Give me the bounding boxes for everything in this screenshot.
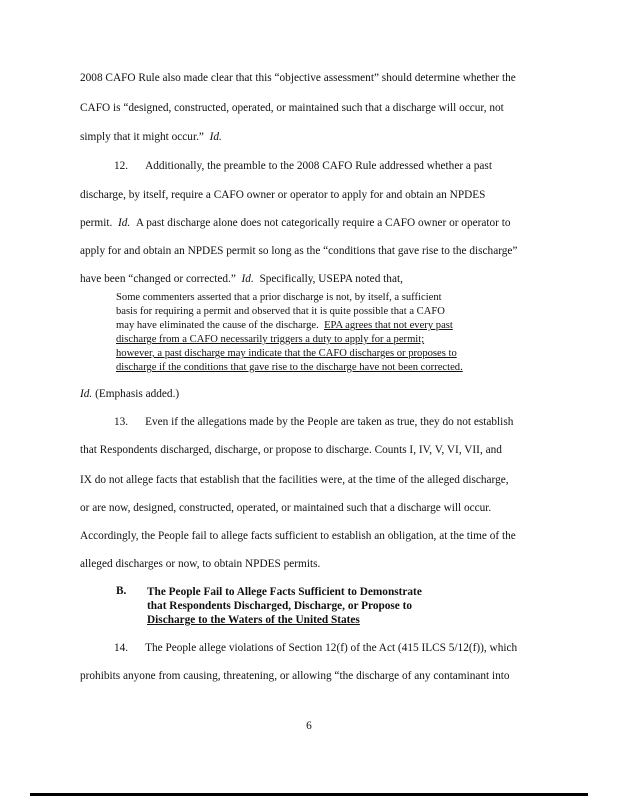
paragraph-12-line-5a: have been “changed or corrected.” [80, 273, 236, 285]
paragraph-14-line-2: prohibits anyone from causing, threatening, or allowing “the discharge of any contaminant into [80, 670, 510, 682]
paragraph-13-line-1-text: Even if the allegations made by the People are taken as true, they do not establish [145, 416, 514, 428]
paragraph-14-line-1-text: The People allege violations of Section 12(f) of the Act (415 ILCS 5/12(f)), which [145, 642, 518, 654]
section-heading-letter: B. [116, 585, 127, 597]
quote-line-3a: may have eliminated the cause of the discharge. [116, 320, 319, 331]
paragraph-13-line-2: that Respondents discharged, discharge, or propose to discharge. Counts I, IV, V, VI, VII, and [80, 444, 502, 456]
paragraph-14-number: 14. [114, 642, 129, 654]
quote-line-3b: EPA agrees that not every past [324, 320, 453, 331]
paragraph-11-line-3-text: simply that it might occur.” [80, 131, 204, 143]
quote-line-5: however, a past discharge may indicate that the CAFO discharges or proposes to [116, 348, 457, 359]
paragraph-12-line-3b: A past discharge alone does not categorically require a CAFO owner or operator to [135, 217, 511, 229]
id-citation: Id. [80, 388, 93, 400]
paragraph-12-line-3 [80, 216, 511, 230]
paragraph-13-line-5: Accordingly, the People fail to allege facts sufficient to establish an obligation, at the time of the [80, 530, 516, 542]
paragraph-12-line-5b: Specifically, USEPA noted that, [259, 273, 403, 285]
paragraph-14-line-1 [114, 641, 517, 655]
page-number: 6 [306, 720, 312, 732]
paragraph-12-line-3a: permit. [80, 217, 113, 229]
quote-line-6: discharge if the conditions that gave rise to the discharge have not been corrected. [116, 362, 463, 373]
section-heading-line-2: that Respondents Discharged, Discharge, or Propose to [147, 600, 413, 612]
quote-line-4a: discharge from a CAFO necessarily triggers a duty to apply [116, 334, 369, 345]
paragraph-11-line-2: CAFO is “designed, constructed, operated, or maintained such that a discharge will occur, not [80, 102, 504, 114]
id-citation: Id. [117, 217, 131, 229]
paragraph-12-line-5 [80, 272, 403, 286]
paragraph-11-line-3 [80, 130, 222, 144]
paragraph-13-line-6: alleged discharges or now, to obtain NPDES permits. [80, 558, 321, 570]
paragraph-13-line-4: or are now, designed, constructed, operated, or maintained such that a discharge will occur. [80, 502, 492, 514]
paragraph-13-line-3: IX do not allege facts that establish that the facilities were, at the time of the alleged discharge, [80, 474, 509, 486]
quote-line-3 [116, 319, 453, 332]
id-citation: Id. [241, 273, 254, 285]
quote-line-1: Some commenters asserted that a prior discharge is not, by itself, a sufficient [116, 292, 442, 303]
emphasis-note: (Emphasis added.) [95, 388, 180, 400]
paragraph-12-line-1 [114, 159, 492, 173]
quote-line-4 [116, 333, 424, 346]
quote-line-2: basis for requiring a permit and observed that it is quite possible that a CAFO [116, 306, 445, 317]
emphasis-line [80, 387, 179, 401]
section-heading-line-3: Discharge to the Waters of the United States [147, 614, 360, 626]
bottom-scan-edge [30, 793, 588, 796]
paragraph-13-number: 13. [114, 416, 129, 428]
paragraph-12-line-4: apply for and obtain an NPDES permit so long as the “conditions that gave rise to the discharge” [80, 245, 518, 257]
id-citation: Id. [209, 131, 222, 143]
paragraph-13-line-1 [114, 415, 513, 429]
paragraph-11-line-1: 2008 CAFO Rule also made clear that this “objective assessment” should determine whether the [80, 72, 516, 84]
quote-line-4b: for a permit; [371, 334, 425, 345]
paragraph-12-line-1-text: Additionally, the preamble to the 2008 CAFO Rule addressed whether a past [145, 160, 492, 172]
paragraph-12-line-2: discharge, by itself, require a CAFO owner or operator to apply for and obtain an NPDES [80, 189, 486, 201]
paragraph-12-number: 12. [114, 160, 129, 172]
section-heading-line-1: The People Fail to Allege Facts Sufficient to Demonstrate [147, 586, 422, 598]
